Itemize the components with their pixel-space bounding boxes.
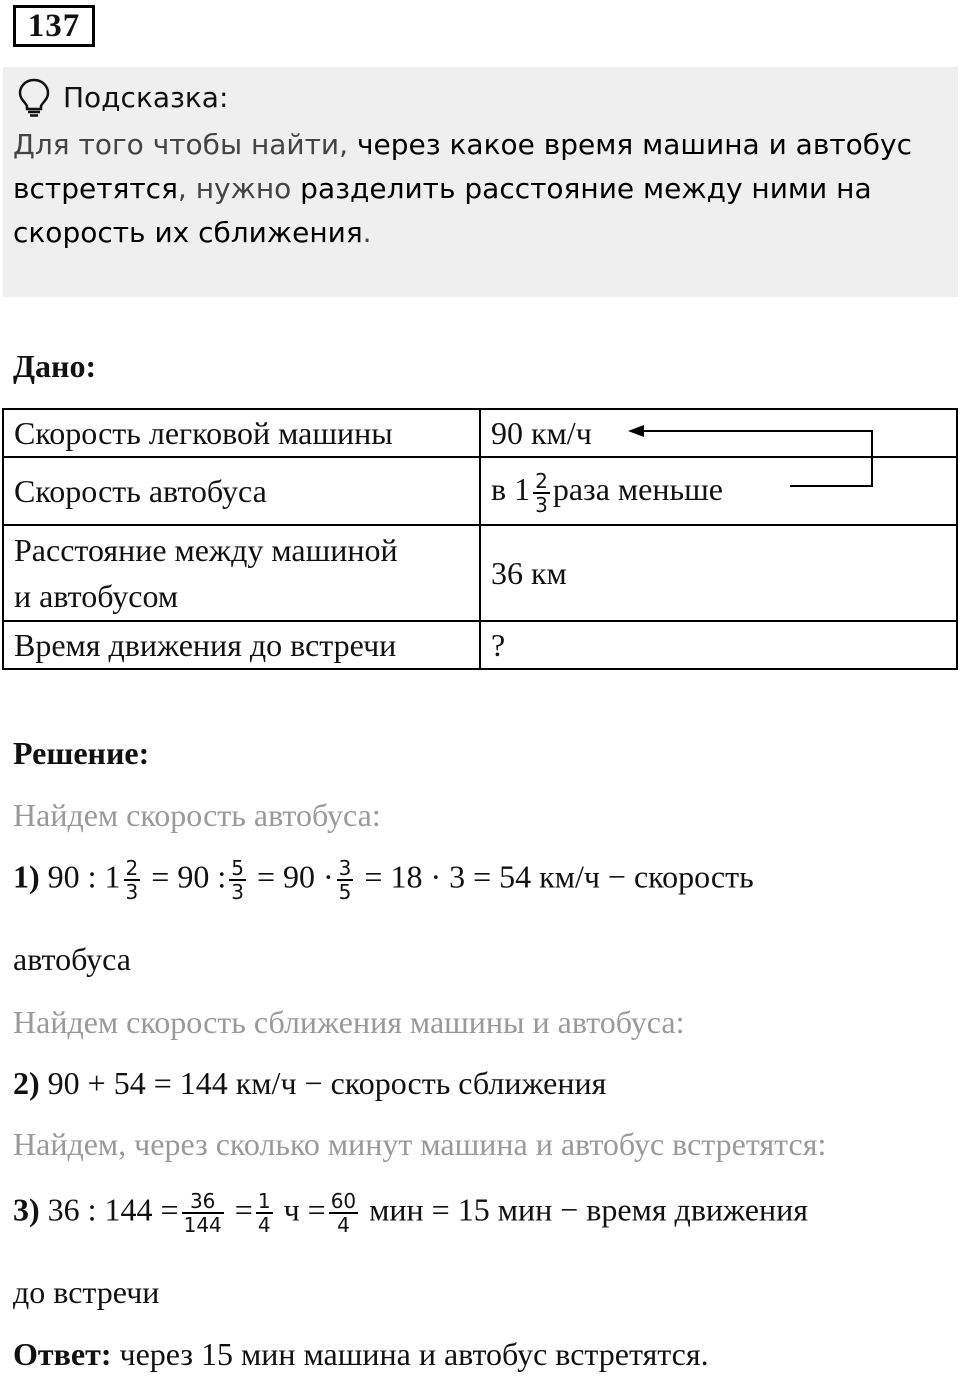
table-cell: ? [480,621,957,669]
solution-note: Найдем, через сколько минут машина и автобус встретятся: [13,1126,827,1162]
table-cell: в 1 $\frac{2}{3}$ раза меньше [480,457,957,525]
given-heading: Дано: [13,348,97,384]
hint-header [17,75,228,119]
solution-note: Найдем скорость сближения машины и автобуса: [13,1004,685,1040]
table-cell: Скорость автобуса [3,457,480,525]
table-cell: Скорость легковой машины [3,409,480,457]
table-row [3,409,957,457]
fraction: $\frac{2}{3}$ [535,468,548,517]
table-row [3,457,957,525]
answer: Ответ: через 15 мин машина и автобус встретятся. [13,1336,709,1372]
solution-step-3-continued: до встречи [13,1274,160,1310]
solution-heading: Решение: [13,735,150,771]
table-cell: Время движения до встречи [3,621,480,669]
task-number: 137 [13,5,95,47]
table-row [3,525,957,621]
solution-note: Найдем скорость автобуса: [13,797,381,833]
solution-step-1-continued: автобуса [13,941,131,977]
given-table [2,408,958,670]
lightbulb-icon [17,77,51,117]
table-cell: Расстояние между машиной и автобусом [3,525,480,621]
table-cell: 36 км [480,525,957,621]
hint-title: Подсказка: [63,80,229,114]
solution-step-1: 1) 90 : 1 $\frac{2}{3}$ = 90 : $\frac{5}{3}$ = 90 · $\frac{3}{5}$ = 18 · 3 = 54 км/ч − скорость [13,856,754,904]
table-row [3,621,957,669]
table-cell: 90 км/ч [480,409,957,457]
solution-step-2: 2) 90 + 54 = 144 км/ч − скорость сближения [13,1065,607,1101]
hint-box [3,67,958,297]
hint-text: Для того чтобы найти, через какое время машина и автобус встретятся, нужно разделить расстояние между ними на скорость их сближения. [13,128,913,249]
solution-step-3: 3) 36 : 144 = $\frac{36}{144}$ = $\frac{1}{4}$ ч = $\frac{60}{4}$ мин = 15 мин − время движения [13,1189,808,1237]
